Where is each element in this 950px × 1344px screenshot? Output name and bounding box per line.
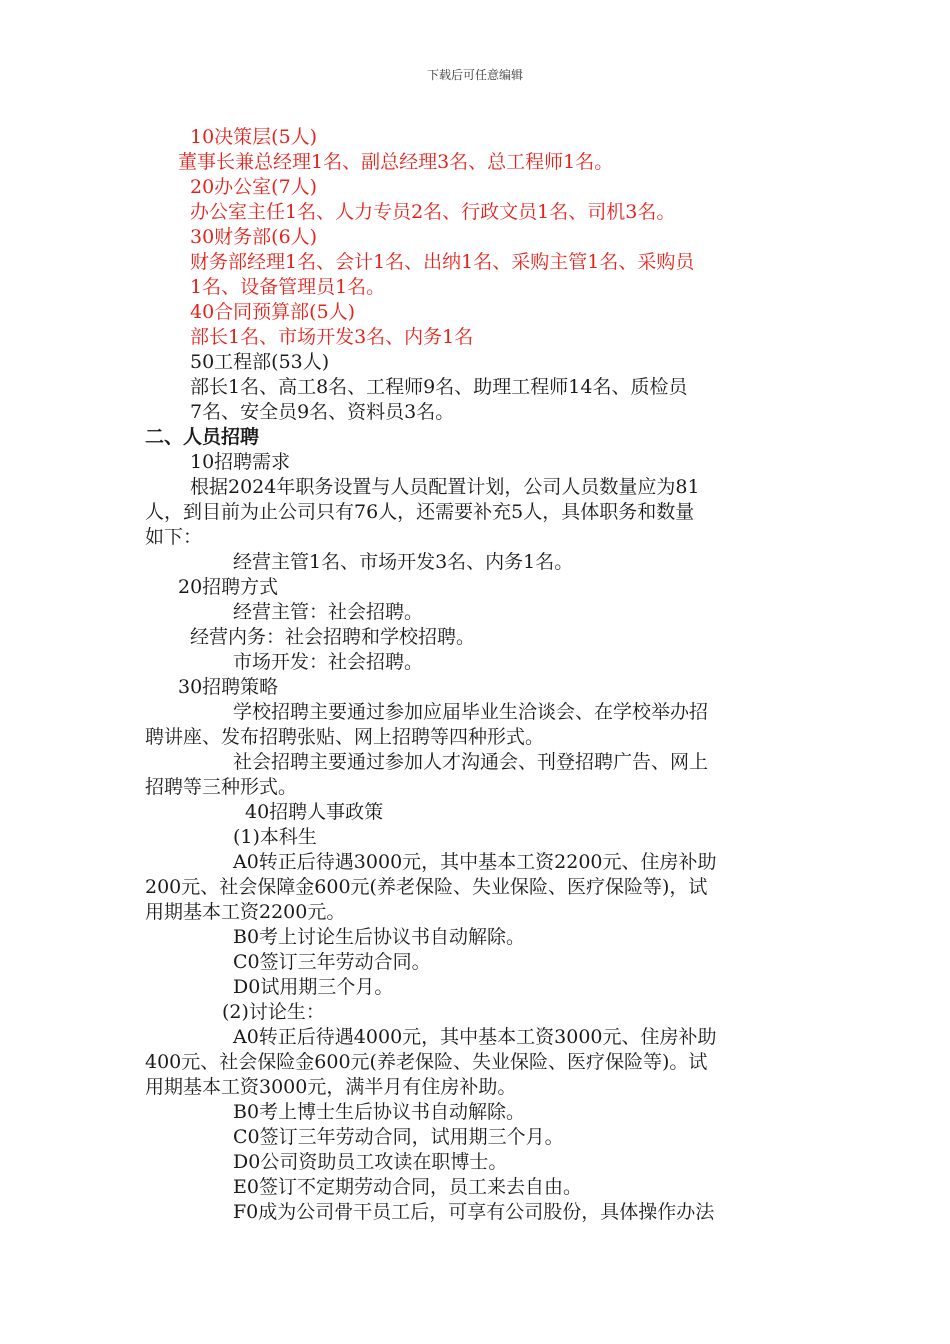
org-section-2-body: 办公室主任1名、人力专员2名、行政文员1名、司机3名。 bbox=[190, 201, 676, 223]
policy-bachelor-a-line3: 用期基本工资2200元。 bbox=[145, 901, 346, 923]
policy-bachelor-d: D0试用期三个月。 bbox=[233, 976, 394, 998]
recruitment-need-line3: 如下： bbox=[145, 526, 203, 548]
policy-bachelor-a-line1: A0转正后待遇3000元，其中基本工资2200元、住房补助 bbox=[233, 851, 717, 873]
recruitment-strategy-title: 30招聘策略 bbox=[178, 676, 279, 698]
policy-grad-d: D0公司资助员工攻读在职博士。 bbox=[233, 1151, 508, 1173]
page-header-note: 下载后可任意编辑 bbox=[426, 68, 523, 82]
recruitment-need-line4: 经营主管1名、市场开发3名、内务1名。 bbox=[233, 551, 574, 573]
policy-grad-e: E0签订不定期劳动合同，员工来去自由。 bbox=[233, 1176, 582, 1198]
recruitment-policy-title: 40招聘人事政策 bbox=[245, 801, 384, 823]
policy-grad-a-line1: A0转正后待遇4000元，其中基本工资3000元、住房补助 bbox=[233, 1026, 717, 1048]
recruitment-strategy-line3: 社会招聘主要通过参加人才沟通会、刊登招聘广告、网上 bbox=[233, 751, 709, 773]
recruitment-method-line1: 经营主管：社会招聘。 bbox=[233, 601, 424, 623]
recruitment-heading: 二、人员招聘 bbox=[145, 426, 260, 448]
recruitment-strategy-line2: 聘讲座、发布招聘张贴、网上招聘等四种形式。 bbox=[145, 726, 545, 748]
policy-bachelor-title: (1)本科生 bbox=[233, 826, 317, 848]
recruitment-method-line3: 市场开发：社会招聘。 bbox=[233, 651, 424, 673]
policy-grad-b: B0考上博士生后协议书自动解除。 bbox=[233, 1101, 526, 1123]
org-section-3-body-line1: 财务部经理1名、会计1名、出纳1名、采购主管1名、采购员 bbox=[190, 251, 695, 273]
policy-grad-title: (2)讨论生： bbox=[222, 1001, 325, 1023]
recruitment-need-line1: 根据2024年职务设置与人员配置计划，公司人员数量应为81 bbox=[190, 476, 700, 498]
org-section-4-body: 部长1名、市场开发3名、内务1名 bbox=[190, 326, 474, 348]
org-section-4-title: 40合同预算部(5人) bbox=[190, 301, 356, 323]
recruitment-method-title: 20招聘方式 bbox=[178, 576, 279, 598]
policy-bachelor-a-line2: 200元、社会保障金600元(养老保险、失业保险、医疗保险等)，试 bbox=[145, 876, 708, 898]
org-section-3-body-line2: 1名、设备管理员1名。 bbox=[190, 276, 386, 298]
policy-grad-a-line2: 400元、社会保险金600元(养老保险、失业保险、医疗保险等)。试 bbox=[145, 1051, 708, 1073]
org-section-5-body-line2: 7名、安全员9名、资料员3名。 bbox=[190, 401, 455, 423]
policy-grad-a-line3: 用期基本工资3000元，满半月有住房补助。 bbox=[145, 1076, 517, 1098]
org-section-3-title: 30财务部(6人) bbox=[190, 226, 318, 248]
org-section-1-body: 董事长兼总经理1名、副总经理3名、总工程师1名。 bbox=[178, 151, 614, 173]
org-section-5-body-line1: 部长1名、高工8名、工程师9名、助理工程师14名、质检员 bbox=[190, 376, 688, 398]
policy-grad-c: C0签订三年劳动合同，试用期三个月。 bbox=[233, 1126, 564, 1148]
recruitment-need-title: 10招聘需求 bbox=[190, 451, 291, 473]
policy-grad-f: F0成为公司骨干员工后，可享有公司股份，具体操作办法 bbox=[233, 1201, 715, 1223]
org-section-1-title: 10决策层(5人) bbox=[190, 126, 318, 148]
recruitment-strategy-line4: 招聘等三种形式。 bbox=[145, 776, 298, 798]
recruitment-method-line2: 经营内务：社会招聘和学校招聘。 bbox=[190, 626, 476, 648]
policy-bachelor-c: C0签订三年劳动合同。 bbox=[233, 951, 431, 973]
org-section-2-title: 20办公室(7人) bbox=[190, 176, 318, 198]
policy-bachelor-b: B0考上讨论生后协议书自动解除。 bbox=[233, 926, 526, 948]
recruitment-need-line2: 人，到目前为止公司只有76人，还需要补充5人，具体职务和数量 bbox=[145, 501, 695, 523]
org-section-5-title: 50工程部(53人) bbox=[190, 351, 330, 373]
recruitment-strategy-line1: 学校招聘主要通过参加应届毕业生洽谈会、在学校举办招 bbox=[233, 701, 709, 723]
